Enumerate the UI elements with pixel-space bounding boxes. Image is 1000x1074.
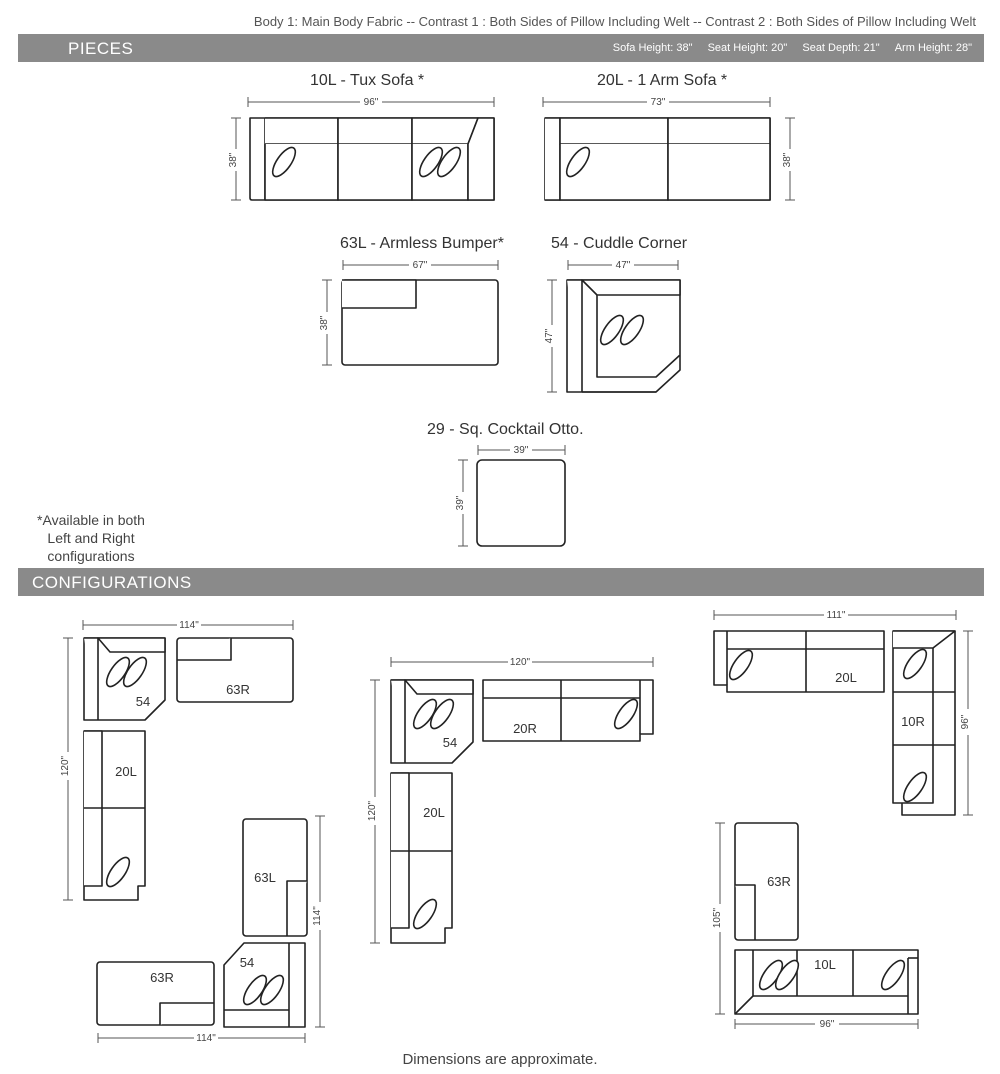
config1-left-height: 120" xyxy=(60,755,71,777)
fabric-note: Body 1: Main Body Fabric -- Contrast 1 : Both Sides of Pillow Including Welt -- Contrast 2 : Both Sides of Pillow Including Welt xyxy=(253,14,976,29)
piece-cuddle-corner xyxy=(544,259,680,392)
availability-note: *Available in both Left and Right configurations xyxy=(37,512,145,564)
tux-sofa-width: 96" xyxy=(363,97,379,108)
config1-label-63r-bottom: 63R xyxy=(150,970,174,985)
cuddle-corner-width: 47" xyxy=(615,260,631,271)
config1-top-width: 114" xyxy=(179,620,199,631)
config3-top-width: 111" xyxy=(826,610,846,621)
config1-label-63r-top: 63R xyxy=(226,682,250,697)
config3-label-20l: 20L xyxy=(835,670,857,685)
cocktail-ottoman-width: 39" xyxy=(513,445,529,456)
piece-cocktail-ottoman xyxy=(455,444,565,546)
config1-label-20l: 20L xyxy=(115,764,137,779)
cocktail-ottoman-height: 39" xyxy=(455,495,466,511)
config2-label-20l: 20L xyxy=(423,805,445,820)
piece-tux-sofa xyxy=(228,96,494,200)
config1-bottom-width: 114" xyxy=(196,1033,216,1044)
config3-right-height: 96" xyxy=(960,714,971,730)
configuration-1 xyxy=(60,619,327,1044)
arm-height-spec: Arm Height: 28" xyxy=(894,42,972,54)
config1-right-height: 114" xyxy=(312,906,323,926)
config2-left-height: 120" xyxy=(367,800,378,822)
config1-label-54-bottom: 54 xyxy=(239,955,255,970)
config3-label-63r: 63R xyxy=(767,874,791,889)
configuration-2 xyxy=(367,656,653,943)
piece-title-1-arm-sofa: 20L - 1 Arm Sofa * xyxy=(597,72,728,89)
armless-bumper-height: 38" xyxy=(319,315,330,331)
cuddle-corner-height: 47" xyxy=(544,328,555,344)
sofa-height-spec: Sofa Height: 38" xyxy=(612,42,693,54)
piece-title-tux-sofa: 10L - Tux Sofa * xyxy=(310,72,425,89)
configurations-title: CONFIGURATIONS xyxy=(32,573,192,592)
config2-label-54: 54 xyxy=(442,735,458,750)
config3-bottom-width: 96" xyxy=(819,1019,835,1030)
1-arm-sofa-width: 73" xyxy=(650,97,666,108)
piece-title-armless-bumper: 63L - Armless Bumper* xyxy=(340,235,504,252)
configuration-3 xyxy=(712,609,975,1030)
config1-label-63l: 63L xyxy=(254,870,276,885)
1-arm-sofa-height: 38" xyxy=(782,152,793,168)
seat-depth-spec: Seat Depth: 21" xyxy=(802,42,880,54)
piece-title-cocktail-ottoman: 29 - Sq. Cocktail Otto. xyxy=(427,421,584,438)
piece-1-arm-sofa xyxy=(543,96,797,200)
config1-label-54-top: 54 xyxy=(135,694,151,709)
config3-label-10l: 10L xyxy=(814,957,836,972)
config2-label-20r: 20R xyxy=(513,721,537,736)
config3-label-10r: 10R xyxy=(901,714,925,729)
armless-bumper-width: 67" xyxy=(412,260,428,271)
piece-title-cuddle-corner: 54 - Cuddle Corner xyxy=(551,235,688,252)
config2-top-width: 120" xyxy=(509,657,531,668)
seat-height-spec: Seat Height: 20" xyxy=(707,42,788,54)
footer-note: Dimensions are approximate. xyxy=(402,1051,598,1068)
config3-left-height: 105" xyxy=(712,907,723,929)
pieces-title: PIECES xyxy=(68,39,134,58)
tux-sofa-height: 38" xyxy=(228,152,239,168)
piece-armless-bumper xyxy=(319,259,498,365)
